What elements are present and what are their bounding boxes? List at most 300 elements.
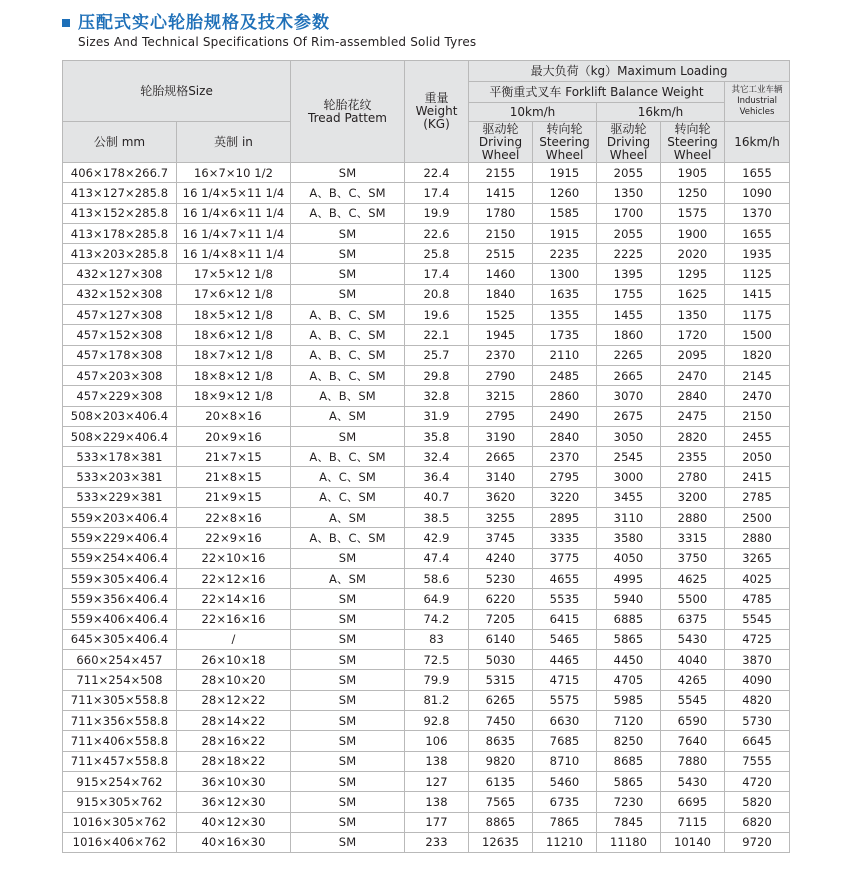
cell-driving-16: 1455 — [597, 305, 661, 325]
steering-en-2: Wheel — [545, 147, 584, 162]
cell-driving-10: 3215 — [469, 386, 533, 406]
cell-steering-16: 2355 — [661, 447, 725, 467]
table-row — [63, 832, 790, 852]
cell-steering-16: 6695 — [661, 792, 725, 812]
cell-tread-pattern: A、SM — [291, 406, 405, 426]
cell-imperial-size: 20×9×16 — [177, 426, 291, 446]
cell-industrial-16: 2415 — [725, 467, 790, 487]
cell-steering-16: 6590 — [661, 711, 725, 731]
cell-driving-16: 7845 — [597, 812, 661, 832]
cell-metric-size: 406×178×266.7 — [63, 163, 177, 183]
cell-tread-pattern: SM — [291, 244, 405, 264]
cell-steering-16: 3750 — [661, 548, 725, 568]
cell-steering-16: 10140 — [661, 832, 725, 852]
driving-cn: 驱动轮 — [610, 121, 647, 136]
cell-driving-10: 7205 — [469, 609, 533, 629]
table-row — [63, 731, 790, 751]
driving-en-2: Wheel — [481, 147, 520, 162]
cell-steering-10: 5575 — [533, 690, 597, 710]
cell-tread-pattern: A、B、C、SM — [291, 447, 405, 467]
cell-imperial-size: 18×8×12 1/8 — [177, 365, 291, 385]
cell-driving-10: 6135 — [469, 771, 533, 791]
cell-steering-10: 1635 — [533, 284, 597, 304]
cell-weight: 22.6 — [405, 223, 469, 243]
header-speed-10: 10km/h — [469, 103, 597, 122]
cell-industrial-16: 6645 — [725, 731, 790, 751]
cell-driving-10: 6140 — [469, 629, 533, 649]
table-row — [63, 426, 790, 446]
cell-driving-16: 5865 — [597, 629, 661, 649]
cell-steering-10: 6415 — [533, 609, 597, 629]
cell-tread-pattern: A、B、C、SM — [291, 365, 405, 385]
cell-weight: 32.4 — [405, 447, 469, 467]
cell-driving-16: 5940 — [597, 589, 661, 609]
cell-imperial-size: 40×16×30 — [177, 832, 291, 852]
cell-driving-16: 1755 — [597, 284, 661, 304]
cell-weight: 35.8 — [405, 426, 469, 446]
cell-metric-size: 711×254×508 — [63, 670, 177, 690]
cell-steering-16: 2470 — [661, 365, 725, 385]
cell-weight: 177 — [405, 812, 469, 832]
cell-tread-pattern: SM — [291, 609, 405, 629]
cell-driving-10: 5030 — [469, 650, 533, 670]
cell-driving-16: 4050 — [597, 548, 661, 568]
cell-driving-16: 2675 — [597, 406, 661, 426]
cell-weight: 64.9 — [405, 589, 469, 609]
cell-driving-10: 1945 — [469, 325, 533, 345]
cell-steering-16: 1900 — [661, 223, 725, 243]
cell-weight: 81.2 — [405, 690, 469, 710]
driving-en-1: Driving — [478, 134, 523, 149]
cell-industrial-16: 5820 — [725, 792, 790, 812]
cell-steering-16: 3315 — [661, 528, 725, 548]
header-industrial — [725, 82, 790, 122]
cell-driving-16: 2265 — [597, 345, 661, 365]
cell-metric-size: 915×254×762 — [63, 771, 177, 791]
cell-steering-16: 2095 — [661, 345, 725, 365]
cell-metric-size: 533×229×381 — [63, 487, 177, 507]
cell-industrial-16: 1500 — [725, 325, 790, 345]
cell-weight: 17.4 — [405, 264, 469, 284]
cell-weight: 72.5 — [405, 650, 469, 670]
cell-industrial-16: 5730 — [725, 711, 790, 731]
cell-tread-pattern: SM — [291, 163, 405, 183]
table-row — [63, 792, 790, 812]
cell-metric-size: 559×305×406.4 — [63, 568, 177, 588]
header-imperial: 英制 in — [177, 122, 291, 163]
cell-industrial-16: 1935 — [725, 244, 790, 264]
cell-steering-10: 7685 — [533, 731, 597, 751]
cell-imperial-size: 22×9×16 — [177, 528, 291, 548]
cell-metric-size: 711×457×558.8 — [63, 751, 177, 771]
driving-en-1: Driving — [606, 134, 651, 149]
cell-driving-16: 8250 — [597, 731, 661, 751]
cell-metric-size: 533×203×381 — [63, 467, 177, 487]
cell-metric-size: 711×305×558.8 — [63, 690, 177, 710]
cell-weight: 32.8 — [405, 386, 469, 406]
cell-industrial-16: 2500 — [725, 508, 790, 528]
cell-driving-10: 6220 — [469, 589, 533, 609]
table-row — [63, 487, 790, 507]
table-row — [63, 751, 790, 771]
cell-steering-16: 6375 — [661, 609, 725, 629]
cell-steering-16: 1625 — [661, 284, 725, 304]
cell-driving-16: 7120 — [597, 711, 661, 731]
cell-imperial-size: 26×10×18 — [177, 650, 291, 670]
cell-industrial-16: 1090 — [725, 183, 790, 203]
cell-metric-size: 413×178×285.8 — [63, 223, 177, 243]
header-size: 轮胎规格Size — [63, 61, 291, 122]
cell-imperial-size: 16 1/4×7×11 1/4 — [177, 223, 291, 243]
table-row — [63, 609, 790, 629]
cell-weight: 31.9 — [405, 406, 469, 426]
cell-driving-16: 2055 — [597, 223, 661, 243]
cell-industrial-16: 3870 — [725, 650, 790, 670]
cell-imperial-size: 22×8×16 — [177, 508, 291, 528]
table-row — [63, 264, 790, 284]
header-tread-en: Tread Pattem — [308, 110, 387, 125]
header-max-load: 最大负荷（kg）Maximum Loading — [469, 61, 790, 82]
header-driving-16 — [597, 122, 661, 163]
cell-industrial-16: 1415 — [725, 284, 790, 304]
cell-industrial-16: 2880 — [725, 528, 790, 548]
cell-steering-10: 2110 — [533, 345, 597, 365]
cell-steering-16: 1295 — [661, 264, 725, 284]
cell-driving-16: 1395 — [597, 264, 661, 284]
cell-industrial-16: 4025 — [725, 568, 790, 588]
table-row — [63, 467, 790, 487]
cell-weight: 74.2 — [405, 609, 469, 629]
cell-tread-pattern: SM — [291, 284, 405, 304]
cell-driving-10: 7450 — [469, 711, 533, 731]
header-speed-16: 16km/h — [597, 103, 725, 122]
cell-steering-10: 1735 — [533, 325, 597, 345]
cell-imperial-size: 17×5×12 1/8 — [177, 264, 291, 284]
cell-metric-size: 533×178×381 — [63, 447, 177, 467]
cell-metric-size: 508×229×406.4 — [63, 426, 177, 446]
cell-steering-10: 5535 — [533, 589, 597, 609]
cell-driving-16: 3110 — [597, 508, 661, 528]
cell-tread-pattern: A、C、SM — [291, 467, 405, 487]
table-row — [63, 325, 790, 345]
cell-weight: 19.9 — [405, 203, 469, 223]
cell-weight: 29.8 — [405, 365, 469, 385]
cell-tread-pattern: A、B、SM — [291, 386, 405, 406]
title-row — [62, 12, 476, 34]
cell-metric-size: 559×406×406.4 — [63, 609, 177, 629]
cell-steering-10: 5460 — [533, 771, 597, 791]
cell-weight: 138 — [405, 751, 469, 771]
cell-metric-size: 559×203×406.4 — [63, 508, 177, 528]
table-row — [63, 244, 790, 264]
cell-driving-10: 3620 — [469, 487, 533, 507]
cell-tread-pattern: SM — [291, 629, 405, 649]
cell-driving-10: 5315 — [469, 670, 533, 690]
header-steering-10 — [533, 122, 597, 163]
cell-tread-pattern: SM — [291, 264, 405, 284]
cell-driving-16: 5865 — [597, 771, 661, 791]
cell-imperial-size: 16 1/4×5×11 1/4 — [177, 183, 291, 203]
cell-metric-size: 508×203×406.4 — [63, 406, 177, 426]
cell-tread-pattern: A、B、C、SM — [291, 305, 405, 325]
steering-en-1: Steering — [539, 134, 590, 149]
cell-driving-16: 1350 — [597, 183, 661, 203]
cell-tread-pattern: SM — [291, 223, 405, 243]
cell-driving-10: 1780 — [469, 203, 533, 223]
steering-cn: 转向轮 — [546, 121, 583, 136]
cell-metric-size: 1016×406×762 — [63, 832, 177, 852]
cell-imperial-size: 28×18×22 — [177, 751, 291, 771]
table-row — [63, 548, 790, 568]
cell-tread-pattern: SM — [291, 690, 405, 710]
cell-tread-pattern: A、B、C、SM — [291, 345, 405, 365]
cell-driving-16: 4450 — [597, 650, 661, 670]
cell-driving-16: 11180 — [597, 832, 661, 852]
cell-driving-10: 1415 — [469, 183, 533, 203]
cell-driving-10: 8865 — [469, 812, 533, 832]
cell-tread-pattern: A、C、SM — [291, 487, 405, 507]
square-bullet-icon — [62, 19, 70, 27]
cell-steering-10: 4655 — [533, 568, 597, 588]
cell-steering-16: 2780 — [661, 467, 725, 487]
cell-imperial-size: 28×16×22 — [177, 731, 291, 751]
cell-imperial-size: 36×12×30 — [177, 792, 291, 812]
cell-steering-16: 7115 — [661, 812, 725, 832]
cell-steering-10: 1260 — [533, 183, 597, 203]
cell-steering-10: 4465 — [533, 650, 597, 670]
header-weight — [405, 61, 469, 163]
cell-tread-pattern: SM — [291, 751, 405, 771]
cell-driving-10: 2790 — [469, 365, 533, 385]
cell-tread-pattern: SM — [291, 548, 405, 568]
cell-driving-16: 3050 — [597, 426, 661, 446]
table-row — [63, 568, 790, 588]
cell-metric-size: 413×152×285.8 — [63, 203, 177, 223]
cell-steering-10: 1585 — [533, 203, 597, 223]
cell-imperial-size: 16×7×10 1/2 — [177, 163, 291, 183]
table-row — [63, 386, 790, 406]
cell-imperial-size: 18×9×12 1/8 — [177, 386, 291, 406]
cell-steering-10: 2370 — [533, 447, 597, 467]
cell-weight: 83 — [405, 629, 469, 649]
cell-metric-size: 915×305×762 — [63, 792, 177, 812]
cell-driving-10: 1460 — [469, 264, 533, 284]
header-tread-cn: 轮胎花纹 — [323, 97, 372, 112]
cell-industrial-16: 4820 — [725, 690, 790, 710]
cell-tread-pattern: SM — [291, 792, 405, 812]
table-row — [63, 163, 790, 183]
cell-weight: 42.9 — [405, 528, 469, 548]
cell-driving-10: 4240 — [469, 548, 533, 568]
page-title-en: Sizes And Technical Specifications Of Rim-assembled Solid Tyres — [78, 35, 477, 49]
cell-weight: 92.8 — [405, 711, 469, 731]
table-row — [63, 629, 790, 649]
spec-table — [62, 60, 790, 853]
cell-steering-10: 5465 — [533, 629, 597, 649]
cell-steering-10: 8710 — [533, 751, 597, 771]
cell-driving-10: 1840 — [469, 284, 533, 304]
cell-driving-10: 9820 — [469, 751, 533, 771]
cell-driving-10: 3255 — [469, 508, 533, 528]
table-row — [63, 650, 790, 670]
cell-steering-16: 5500 — [661, 589, 725, 609]
table-row — [63, 223, 790, 243]
table-row — [63, 406, 790, 426]
cell-steering-16: 1720 — [661, 325, 725, 345]
cell-tread-pattern: A、B、C、SM — [291, 203, 405, 223]
table-row — [63, 365, 790, 385]
cell-tread-pattern: SM — [291, 670, 405, 690]
cell-steering-16: 7880 — [661, 751, 725, 771]
steering-cn: 转向轮 — [674, 121, 711, 136]
driving-en-2: Wheel — [609, 147, 648, 162]
cell-industrial-16: 1125 — [725, 264, 790, 284]
table-row — [63, 203, 790, 223]
cell-steering-16: 2020 — [661, 244, 725, 264]
cell-industrial-16: 7555 — [725, 751, 790, 771]
cell-tread-pattern: A、B、C、SM — [291, 325, 405, 345]
cell-imperial-size: 17×6×12 1/8 — [177, 284, 291, 304]
cell-steering-10: 7865 — [533, 812, 597, 832]
cell-driving-10: 3745 — [469, 528, 533, 548]
cell-driving-16: 1700 — [597, 203, 661, 223]
cell-industrial-16: 1655 — [725, 163, 790, 183]
header-industrial-speed: 16km/h — [725, 122, 790, 163]
steering-en-1: Steering — [667, 134, 718, 149]
cell-driving-10: 3190 — [469, 426, 533, 446]
cell-steering-16: 2840 — [661, 386, 725, 406]
cell-imperial-size: 40×12×30 — [177, 812, 291, 832]
table-row — [63, 589, 790, 609]
cell-weight: 36.4 — [405, 467, 469, 487]
header-tread — [291, 61, 405, 163]
cell-metric-size: 660×254×457 — [63, 650, 177, 670]
cell-steering-10: 3335 — [533, 528, 597, 548]
cell-steering-16: 2820 — [661, 426, 725, 446]
cell-driving-10: 8635 — [469, 731, 533, 751]
cell-steering-10: 2485 — [533, 365, 597, 385]
cell-industrial-16: 5545 — [725, 609, 790, 629]
cell-metric-size: 432×152×308 — [63, 284, 177, 304]
cell-metric-size: 457×229×308 — [63, 386, 177, 406]
cell-steering-10: 11210 — [533, 832, 597, 852]
cell-weight: 38.5 — [405, 508, 469, 528]
header-steering-16 — [661, 122, 725, 163]
table-row — [63, 305, 790, 325]
cell-driving-10: 7565 — [469, 792, 533, 812]
cell-tread-pattern: A、B、C、SM — [291, 528, 405, 548]
cell-steering-16: 5430 — [661, 629, 725, 649]
cell-weight: 47.4 — [405, 548, 469, 568]
cell-weight: 138 — [405, 792, 469, 812]
cell-driving-10: 2370 — [469, 345, 533, 365]
table-row — [63, 284, 790, 304]
cell-weight: 22.4 — [405, 163, 469, 183]
cell-driving-16: 5985 — [597, 690, 661, 710]
cell-imperial-size: 21×9×15 — [177, 487, 291, 507]
header-industrial-cn: 其它工业车辆 — [731, 85, 783, 95]
cell-driving-16: 4705 — [597, 670, 661, 690]
cell-driving-16: 3455 — [597, 487, 661, 507]
header-weight-cn: 重量 — [424, 91, 449, 105]
cell-steering-10: 1915 — [533, 223, 597, 243]
cell-imperial-size: 21×8×15 — [177, 467, 291, 487]
cell-weight: 22.1 — [405, 325, 469, 345]
cell-steering-10: 2235 — [533, 244, 597, 264]
cell-industrial-16: 2470 — [725, 386, 790, 406]
cell-steering-10: 4715 — [533, 670, 597, 690]
cell-tread-pattern: SM — [291, 589, 405, 609]
header-forklift: 平衡重式叉车 Forklift Balance Weight — [469, 82, 725, 103]
cell-driving-10: 5230 — [469, 568, 533, 588]
table-row — [63, 345, 790, 365]
table-row — [63, 711, 790, 731]
cell-driving-10: 2150 — [469, 223, 533, 243]
cell-tread-pattern: SM — [291, 731, 405, 751]
header-weight-en: Weight — [415, 104, 458, 118]
driving-cn: 驱动轮 — [482, 121, 519, 136]
cell-weight: 20.8 — [405, 284, 469, 304]
cell-steering-10: 2860 — [533, 386, 597, 406]
cell-imperial-size: 22×14×16 — [177, 589, 291, 609]
cell-industrial-16: 1655 — [725, 223, 790, 243]
table-row — [63, 183, 790, 203]
cell-imperial-size: 18×7×12 1/8 — [177, 345, 291, 365]
cell-steering-10: 2840 — [533, 426, 597, 446]
cell-weight: 25.8 — [405, 244, 469, 264]
cell-industrial-16: 1175 — [725, 305, 790, 325]
cell-steering-16: 4265 — [661, 670, 725, 690]
cell-industrial-16: 4725 — [725, 629, 790, 649]
cell-metric-size: 413×127×285.8 — [63, 183, 177, 203]
cell-driving-16: 2545 — [597, 447, 661, 467]
cell-steering-10: 6630 — [533, 711, 597, 731]
cell-driving-10: 1525 — [469, 305, 533, 325]
table-row — [63, 670, 790, 690]
cell-weight: 19.6 — [405, 305, 469, 325]
cell-tread-pattern: SM — [291, 426, 405, 446]
cell-steering-16: 2880 — [661, 508, 725, 528]
cell-steering-10: 1300 — [533, 264, 597, 284]
cell-weight: 58.6 — [405, 568, 469, 588]
cell-industrial-16: 2145 — [725, 365, 790, 385]
cell-driving-16: 7230 — [597, 792, 661, 812]
cell-industrial-16: 4785 — [725, 589, 790, 609]
cell-driving-16: 2225 — [597, 244, 661, 264]
cell-driving-10: 2665 — [469, 447, 533, 467]
cell-tread-pattern: SM — [291, 771, 405, 791]
cell-metric-size: 457×203×308 — [63, 365, 177, 385]
cell-weight: 233 — [405, 832, 469, 852]
cell-steering-10: 2895 — [533, 508, 597, 528]
cell-steering-10: 2795 — [533, 467, 597, 487]
cell-industrial-16: 4090 — [725, 670, 790, 690]
cell-imperial-size: 22×16×16 — [177, 609, 291, 629]
cell-driving-16: 6885 — [597, 609, 661, 629]
cell-steering-10: 2490 — [533, 406, 597, 426]
cell-industrial-16: 4720 — [725, 771, 790, 791]
cell-driving-16: 3580 — [597, 528, 661, 548]
cell-steering-16: 2475 — [661, 406, 725, 426]
table-row — [63, 447, 790, 467]
cell-imperial-size: 36×10×30 — [177, 771, 291, 791]
cell-steering-16: 3200 — [661, 487, 725, 507]
cell-weight: 25.7 — [405, 345, 469, 365]
cell-driving-16: 1860 — [597, 325, 661, 345]
cell-metric-size: 457×178×308 — [63, 345, 177, 365]
cell-imperial-size: 28×10×20 — [177, 670, 291, 690]
cell-driving-16: 8685 — [597, 751, 661, 771]
